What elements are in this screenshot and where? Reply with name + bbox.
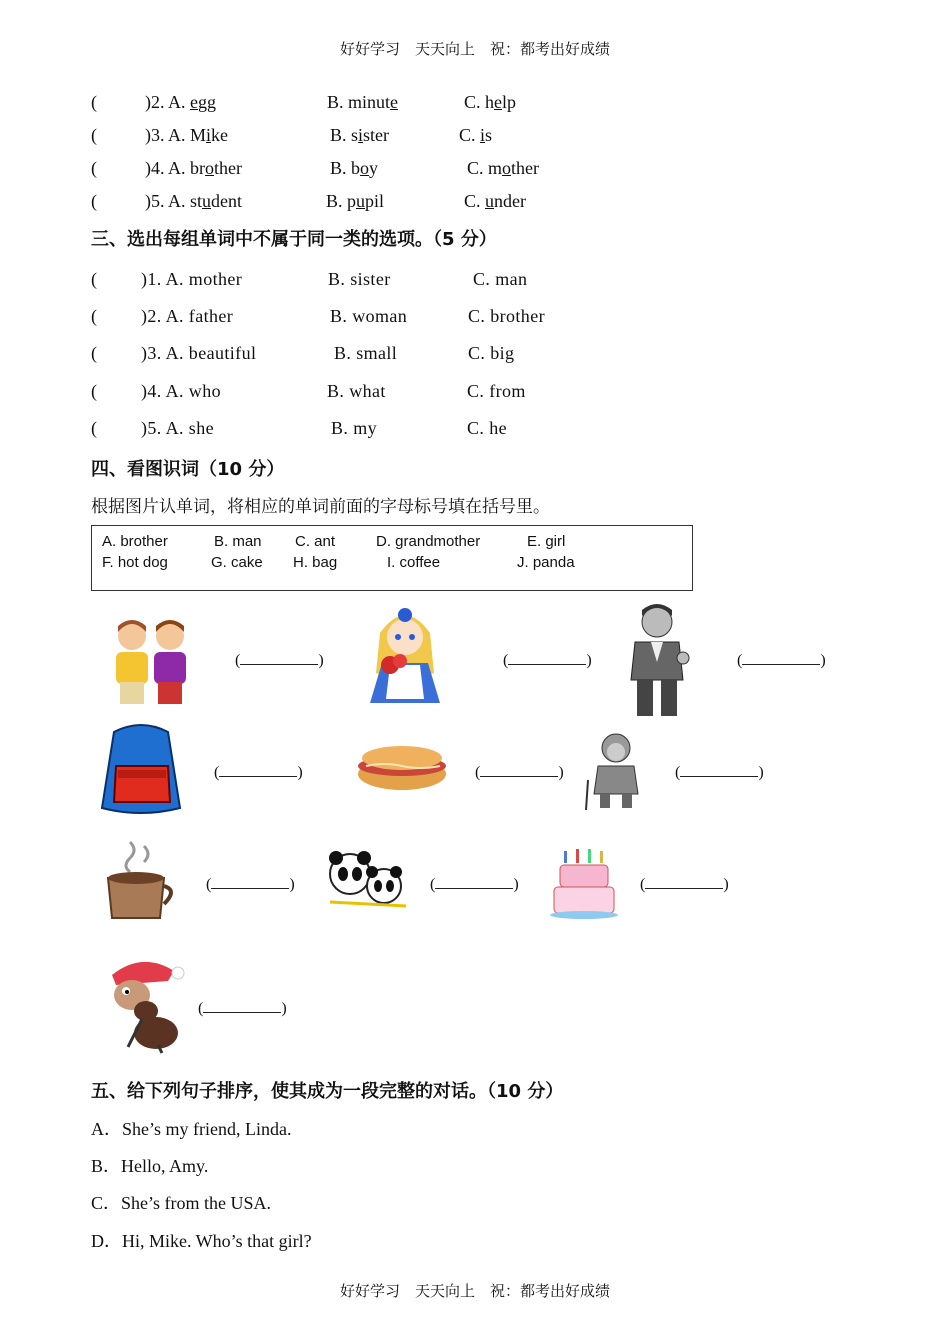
part2-row-3-b: B. sister	[330, 125, 390, 145]
cake-picture	[550, 845, 618, 919]
word-bank-item: B. man	[214, 533, 262, 550]
part3-row-2-paren: (	[91, 306, 97, 326]
answer-blank-6[interactable]: ( )	[675, 764, 764, 781]
part3-row-3-c: C. big	[468, 343, 515, 363]
part3-row-4-c: C. from	[467, 381, 526, 401]
part2-row-3-c: C. is	[459, 125, 493, 145]
man-picture	[623, 600, 691, 716]
answer-blank-5[interactable]: ( )	[475, 764, 564, 781]
part2-row-2-b: B. minute	[327, 92, 399, 112]
part3-row-5-b: B. my	[331, 418, 378, 438]
word-bank-item: E. girl	[527, 533, 566, 550]
panda-picture	[320, 846, 412, 916]
answer-blank-10[interactable]: ( )	[198, 1000, 287, 1017]
word-bank-item: G. cake	[211, 554, 263, 571]
part2-row-4: (	[91, 158, 97, 178]
part3-row-3-paren: (	[91, 343, 97, 363]
hot-dog-picture	[354, 738, 450, 798]
grandmother-picture	[584, 730, 648, 810]
part3-row-4-a: )4. A. who	[141, 381, 221, 401]
part3-row-5-paren: (	[91, 418, 97, 438]
word-bank-item: H. bag	[293, 554, 338, 571]
girl-picture	[360, 603, 450, 713]
part3-row-3-a: )3. A. beautiful	[141, 343, 257, 363]
word-bank-item: J. panda	[517, 554, 575, 571]
answer-blank-7[interactable]: ( )	[206, 876, 295, 893]
part3-row-3-b: B. small	[334, 343, 398, 363]
part3-title: 三、选出每组单词中不属于同一类的选项。（5 分）	[91, 229, 497, 250]
part2-row-5: (	[91, 191, 97, 211]
answer-blank-9[interactable]: ( )	[640, 876, 729, 893]
part3-row-5-a: )5. A. she	[141, 418, 214, 438]
word-bank-item: I. coffee	[387, 554, 441, 571]
part2-row-3-a: )3. A. Mike	[145, 125, 229, 145]
part2-row-2: (	[91, 92, 97, 112]
part2-row-5-a: )5. A. student	[145, 191, 243, 211]
two-boys-picture	[108, 614, 192, 706]
dialogue-line-a: A．She’s my friend, Linda.	[91, 1119, 292, 1139]
word-bank-item: A. brother	[102, 533, 168, 550]
word-bank-item: D. grandmother	[376, 533, 481, 550]
page-header: 好好学习 天天向上 祝：都考出好成绩	[339, 40, 610, 58]
page-footer: 好好学习 天天向上 祝：都考出好成绩	[339, 1282, 610, 1300]
part3-row-5-c: C. he	[467, 418, 507, 438]
coffee-picture	[104, 838, 180, 922]
answer-blank-1[interactable]: ( )	[235, 652, 324, 669]
answer-blank-2[interactable]: ( )	[503, 652, 592, 669]
answer-blank-8[interactable]: ( )	[430, 876, 519, 893]
part2-row-3: (	[91, 125, 97, 145]
part3-row-2-b: B. woman	[330, 306, 408, 326]
part3-row-2-a: )2. A. father	[141, 306, 234, 326]
part2-row-2-a: )2. A. egg	[145, 92, 216, 112]
bag-picture	[96, 722, 186, 818]
ant-picture	[102, 955, 186, 1055]
word-bank-item: C. ant	[295, 533, 336, 550]
part2-row-2-c: C. help	[464, 92, 517, 112]
part4-title: 四、看图识词（10 分）	[91, 459, 285, 480]
part3-row-1-paren: (	[91, 269, 97, 289]
part4-instruction: 根据图片认单词，将相应的单词前面的字母标号填在括号里。	[91, 497, 550, 517]
part5-title: 五、给下列句子排序，使其成为一段完整的对话。（10 分）	[91, 1081, 564, 1102]
dialogue-line-b: B．Hello, Amy.	[91, 1156, 209, 1176]
part2-row-4-c: C. mother	[467, 158, 539, 178]
part2-row-5-c: C. under	[464, 191, 526, 211]
part3-row-2-c: C. brother	[468, 306, 545, 326]
part3-row-1-a: )1. A. mother	[141, 269, 243, 289]
part3-row-4-b: B. what	[327, 381, 386, 401]
word-bank-item: F. hot dog	[102, 554, 168, 571]
part3-row-1-c: C. man	[473, 269, 528, 289]
dialogue-line-d: D．Hi, Mike. Who’s that girl?	[91, 1231, 312, 1251]
answer-blank-3[interactable]: ( )	[737, 652, 826, 669]
answer-blank-4[interactable]: ( )	[214, 764, 303, 781]
dialogue-line-c: C．She’s from the USA.	[91, 1193, 271, 1213]
part2-row-5-b: B. pupil	[326, 191, 385, 211]
part3-row-4-paren: (	[91, 381, 97, 401]
part2-row-4-a: )4. A. brother	[145, 158, 242, 178]
part2-row-4-b: B. boy	[330, 158, 379, 178]
part3-row-1-b: B. sister	[328, 269, 391, 289]
